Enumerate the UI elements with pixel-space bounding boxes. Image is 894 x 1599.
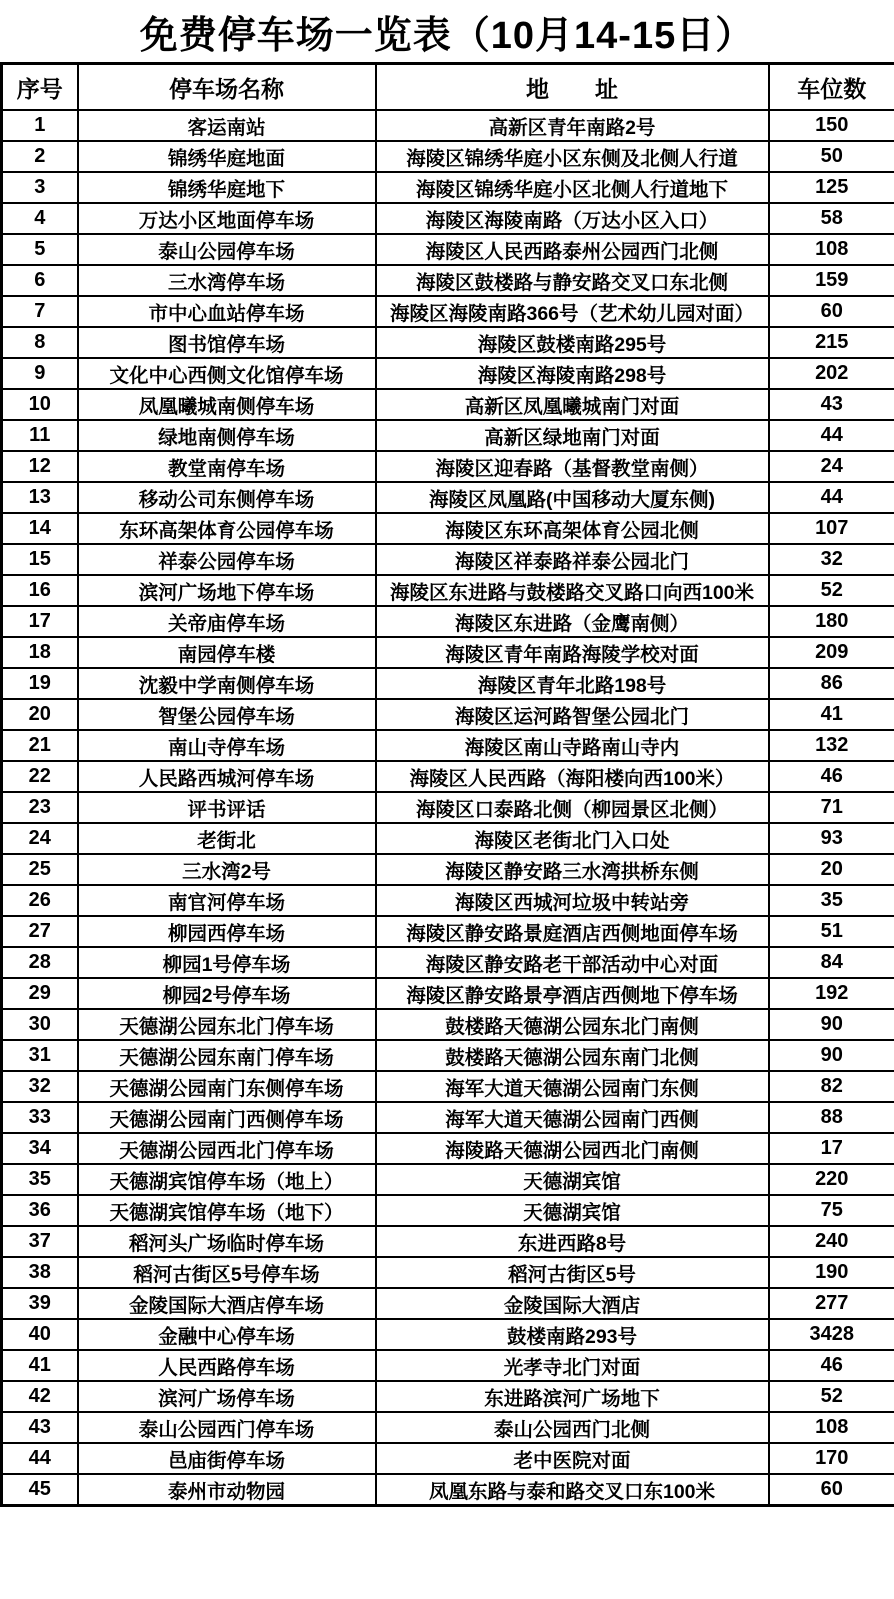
cell-count: 17 <box>769 1133 894 1164</box>
cell-no: 37 <box>2 1226 78 1257</box>
cell-name: 柳园西停车场 <box>78 916 376 947</box>
cell-no: 36 <box>2 1195 78 1226</box>
column-header-count: 车位数 <box>769 64 894 111</box>
cell-no: 24 <box>2 823 78 854</box>
cell-no: 16 <box>2 575 78 606</box>
cell-name: 市中心血站停车场 <box>78 296 376 327</box>
cell-name: 柳园1号停车场 <box>78 947 376 978</box>
cell-no: 13 <box>2 482 78 513</box>
cell-count: 170 <box>769 1443 894 1474</box>
cell-no: 21 <box>2 730 78 761</box>
cell-no: 30 <box>2 1009 78 1040</box>
cell-address: 海陵区青年北路198号 <box>376 668 769 699</box>
cell-count: 277 <box>769 1288 894 1319</box>
cell-address: 泰山公园西门北侧 <box>376 1412 769 1443</box>
cell-address: 海陵路天德湖公园西北门南侧 <box>376 1133 769 1164</box>
parking-table <box>0 62 894 1507</box>
table-row <box>2 1257 894 1288</box>
cell-count: 82 <box>769 1071 894 1102</box>
cell-count: 202 <box>769 358 894 389</box>
cell-address: 海军大道天德湖公园南门西侧 <box>376 1102 769 1133</box>
cell-name: 锦绣华庭地下 <box>78 172 376 203</box>
cell-name: 三水湾2号 <box>78 854 376 885</box>
cell-name: 稻河古街区5号停车场 <box>78 1257 376 1288</box>
cell-count: 150 <box>769 110 894 141</box>
table-row <box>2 513 894 544</box>
cell-count: 51 <box>769 916 894 947</box>
cell-no: 29 <box>2 978 78 1009</box>
cell-count: 215 <box>769 327 894 358</box>
cell-address: 海陵区海陵南路298号 <box>376 358 769 389</box>
cell-no: 22 <box>2 761 78 792</box>
cell-count: 58 <box>769 203 894 234</box>
cell-count: 75 <box>769 1195 894 1226</box>
cell-address: 海陵区南山寺路南山寺内 <box>376 730 769 761</box>
table-row <box>2 1474 894 1506</box>
table-row <box>2 1071 894 1102</box>
cell-name: 绿地南侧停车场 <box>78 420 376 451</box>
cell-name: 滨河广场地下停车场 <box>78 575 376 606</box>
cell-no: 20 <box>2 699 78 730</box>
cell-address: 高新区青年南路2号 <box>376 110 769 141</box>
cell-name: 天德湖宾馆停车场（地下） <box>78 1195 376 1226</box>
column-header-address: 地 址 <box>376 64 769 111</box>
table-row <box>2 823 894 854</box>
cell-count: 180 <box>769 606 894 637</box>
table-row <box>2 575 894 606</box>
table-row <box>2 141 894 172</box>
cell-address: 海陵区静安路老干部活动中心对面 <box>376 947 769 978</box>
table-row <box>2 761 894 792</box>
cell-name: 金陵国际大酒店停车场 <box>78 1288 376 1319</box>
cell-address: 稻河古街区5号 <box>376 1257 769 1288</box>
table-header <box>2 64 894 111</box>
table-row <box>2 203 894 234</box>
cell-address: 鼓楼路天德湖公园东北门南侧 <box>376 1009 769 1040</box>
table-row <box>2 358 894 389</box>
table-row <box>2 1133 894 1164</box>
table-row <box>2 699 894 730</box>
cell-address: 海陵区西城河垃圾中转站旁 <box>376 885 769 916</box>
cell-name: 天德湖宾馆停车场（地上） <box>78 1164 376 1195</box>
cell-address: 海陵区人民西路泰州公园西门北侧 <box>376 234 769 265</box>
cell-count: 107 <box>769 513 894 544</box>
cell-name: 教堂南停车场 <box>78 451 376 482</box>
cell-no: 44 <box>2 1443 78 1474</box>
cell-address: 海军大道天德湖公园南门东侧 <box>376 1071 769 1102</box>
cell-address: 海陵区鼓楼南路295号 <box>376 327 769 358</box>
cell-address: 海陵区静安路景庭酒店西侧地面停车场 <box>376 916 769 947</box>
cell-no: 11 <box>2 420 78 451</box>
cell-no: 28 <box>2 947 78 978</box>
cell-name: 万达小区地面停车场 <box>78 203 376 234</box>
cell-count: 46 <box>769 1350 894 1381</box>
cell-count: 90 <box>769 1040 894 1071</box>
cell-name: 沈毅中学南侧停车场 <box>78 668 376 699</box>
cell-name: 泰山公园西门停车场 <box>78 1412 376 1443</box>
cell-address: 海陵区东进路与鼓楼路交叉路口向西100米 <box>376 575 769 606</box>
table-row <box>2 265 894 296</box>
cell-name: 天德湖公园东北门停车场 <box>78 1009 376 1040</box>
cell-address: 天德湖宾馆 <box>376 1164 769 1195</box>
cell-name: 天德湖公园南门东侧停车场 <box>78 1071 376 1102</box>
table-row <box>2 172 894 203</box>
cell-count: 43 <box>769 389 894 420</box>
table-row <box>2 234 894 265</box>
cell-no: 8 <box>2 327 78 358</box>
cell-no: 40 <box>2 1319 78 1350</box>
cell-count: 125 <box>769 172 894 203</box>
cell-count: 52 <box>769 575 894 606</box>
cell-count: 108 <box>769 234 894 265</box>
cell-count: 44 <box>769 420 894 451</box>
cell-address: 老中医院对面 <box>376 1443 769 1474</box>
table-row <box>2 544 894 575</box>
cell-no: 35 <box>2 1164 78 1195</box>
cell-address: 海陵区东进路（金鹰南侧） <box>376 606 769 637</box>
cell-address: 鼓楼南路293号 <box>376 1319 769 1350</box>
cell-name: 稻河头广场临时停车场 <box>78 1226 376 1257</box>
table-row <box>2 947 894 978</box>
cell-no: 19 <box>2 668 78 699</box>
cell-name: 泰山公园停车场 <box>78 234 376 265</box>
cell-no: 34 <box>2 1133 78 1164</box>
cell-name: 老街北 <box>78 823 376 854</box>
table-row <box>2 420 894 451</box>
table-row <box>2 854 894 885</box>
cell-no: 14 <box>2 513 78 544</box>
cell-no: 5 <box>2 234 78 265</box>
cell-no: 2 <box>2 141 78 172</box>
cell-address: 海陵区人民西路（海阳楼向西100米） <box>376 761 769 792</box>
table-row <box>2 1381 894 1412</box>
cell-name: 祥泰公园停车场 <box>78 544 376 575</box>
cell-address: 光孝寺北门对面 <box>376 1350 769 1381</box>
cell-count: 24 <box>769 451 894 482</box>
cell-no: 32 <box>2 1071 78 1102</box>
cell-name: 金融中心停车场 <box>78 1319 376 1350</box>
cell-no: 23 <box>2 792 78 823</box>
table-row <box>2 451 894 482</box>
cell-name: 评书评话 <box>78 792 376 823</box>
table-row <box>2 296 894 327</box>
cell-name: 客运南站 <box>78 110 376 141</box>
cell-no: 17 <box>2 606 78 637</box>
cell-count: 88 <box>769 1102 894 1133</box>
cell-name: 移动公司东侧停车场 <box>78 482 376 513</box>
table-row <box>2 978 894 1009</box>
cell-no: 4 <box>2 203 78 234</box>
cell-no: 25 <box>2 854 78 885</box>
cell-address: 凤凰东路与泰和路交叉口东100米 <box>376 1474 769 1506</box>
cell-name: 邑庙街停车场 <box>78 1443 376 1474</box>
cell-name: 柳园2号停车场 <box>78 978 376 1009</box>
cell-count: 132 <box>769 730 894 761</box>
cell-no: 31 <box>2 1040 78 1071</box>
cell-no: 38 <box>2 1257 78 1288</box>
cell-name: 人民西路停车场 <box>78 1350 376 1381</box>
table-row <box>2 1040 894 1071</box>
cell-address: 海陵区鼓楼路与静安路交叉口东北侧 <box>376 265 769 296</box>
column-header-name: 停车场名称 <box>78 64 376 111</box>
cell-count: 190 <box>769 1257 894 1288</box>
cell-no: 43 <box>2 1412 78 1443</box>
cell-count: 86 <box>769 668 894 699</box>
cell-count: 60 <box>769 296 894 327</box>
table-row <box>2 1412 894 1443</box>
cell-no: 6 <box>2 265 78 296</box>
cell-address: 天德湖宾馆 <box>376 1195 769 1226</box>
cell-name: 文化中心西侧文化馆停车场 <box>78 358 376 389</box>
table-row <box>2 1443 894 1474</box>
cell-address: 东进西路8号 <box>376 1226 769 1257</box>
cell-name: 凤凰曦城南侧停车场 <box>78 389 376 420</box>
cell-no: 12 <box>2 451 78 482</box>
table-row <box>2 327 894 358</box>
cell-name: 人民路西城河停车场 <box>78 761 376 792</box>
cell-count: 44 <box>769 482 894 513</box>
cell-count: 90 <box>769 1009 894 1040</box>
cell-name: 天德湖公园南门西侧停车场 <box>78 1102 376 1133</box>
cell-no: 9 <box>2 358 78 389</box>
cell-count: 32 <box>769 544 894 575</box>
cell-name: 南山寺停车场 <box>78 730 376 761</box>
header-row <box>2 64 894 111</box>
table-row <box>2 1102 894 1133</box>
cell-count: 209 <box>769 637 894 668</box>
cell-address: 海陵区锦绣华庭小区北侧人行道地下 <box>376 172 769 203</box>
cell-count: 41 <box>769 699 894 730</box>
table-row <box>2 1226 894 1257</box>
cell-address: 高新区绿地南门对面 <box>376 420 769 451</box>
cell-no: 3 <box>2 172 78 203</box>
column-header-no: 序号 <box>2 64 78 111</box>
cell-address: 海陵区海陵南路366号（艺术幼儿园对面） <box>376 296 769 327</box>
table-row <box>2 730 894 761</box>
cell-name: 天德湖公园东南门停车场 <box>78 1040 376 1071</box>
cell-name: 泰州市动物园 <box>78 1474 376 1506</box>
cell-name: 锦绣华庭地面 <box>78 141 376 172</box>
cell-address: 金陵国际大酒店 <box>376 1288 769 1319</box>
cell-no: 33 <box>2 1102 78 1133</box>
cell-no: 7 <box>2 296 78 327</box>
table-row <box>2 1319 894 1350</box>
cell-address: 海陵区老街北门入口处 <box>376 823 769 854</box>
cell-address: 鼓楼路天德湖公园东南门北侧 <box>376 1040 769 1071</box>
cell-no: 41 <box>2 1350 78 1381</box>
table-row <box>2 110 894 141</box>
cell-count: 84 <box>769 947 894 978</box>
cell-address: 海陵区静安路三水湾拱桥东侧 <box>376 854 769 885</box>
cell-no: 26 <box>2 885 78 916</box>
cell-address: 海陵区祥泰路祥泰公园北门 <box>376 544 769 575</box>
cell-count: 108 <box>769 1412 894 1443</box>
table-row <box>2 1195 894 1226</box>
cell-count: 240 <box>769 1226 894 1257</box>
cell-name: 三水湾停车场 <box>78 265 376 296</box>
cell-count: 159 <box>769 265 894 296</box>
cell-address: 海陵区海陵南路（万达小区入口） <box>376 203 769 234</box>
cell-count: 71 <box>769 792 894 823</box>
cell-count: 220 <box>769 1164 894 1195</box>
cell-no: 10 <box>2 389 78 420</box>
cell-no: 15 <box>2 544 78 575</box>
cell-address: 海陵区东环高架体育公园北侧 <box>376 513 769 544</box>
table-row <box>2 1009 894 1040</box>
cell-address: 海陵区凤凰路(中国移动大厦东侧) <box>376 482 769 513</box>
cell-no: 45 <box>2 1474 78 1506</box>
table-row <box>2 1288 894 1319</box>
cell-count: 52 <box>769 1381 894 1412</box>
cell-count: 50 <box>769 141 894 172</box>
cell-name: 天德湖公园西北门停车场 <box>78 1133 376 1164</box>
table-row <box>2 916 894 947</box>
table-body <box>2 110 894 1506</box>
cell-count: 93 <box>769 823 894 854</box>
page-title: 免费停车场一览表（10月14-15日） <box>139 14 755 57</box>
cell-name: 南园停车楼 <box>78 637 376 668</box>
cell-address: 海陵区迎春路（基督教堂南侧） <box>376 451 769 482</box>
table-row <box>2 606 894 637</box>
cell-address: 海陵区青年南路海陵学校对面 <box>376 637 769 668</box>
cell-count: 46 <box>769 761 894 792</box>
table-row <box>2 885 894 916</box>
cell-count: 20 <box>769 854 894 885</box>
cell-name: 智堡公园停车场 <box>78 699 376 730</box>
cell-no: 39 <box>2 1288 78 1319</box>
cell-no: 42 <box>2 1381 78 1412</box>
table-row <box>2 1350 894 1381</box>
cell-count: 192 <box>769 978 894 1009</box>
cell-count: 3428 <box>769 1319 894 1350</box>
cell-no: 1 <box>2 110 78 141</box>
cell-address: 海陵区锦绣华庭小区东侧及北侧人行道 <box>376 141 769 172</box>
table-row <box>2 389 894 420</box>
cell-name: 南官河停车场 <box>78 885 376 916</box>
cell-count: 35 <box>769 885 894 916</box>
cell-name: 图书馆停车场 <box>78 327 376 358</box>
cell-count: 60 <box>769 1474 894 1506</box>
table-row <box>2 1164 894 1195</box>
cell-no: 27 <box>2 916 78 947</box>
cell-no: 18 <box>2 637 78 668</box>
table-row <box>2 792 894 823</box>
cell-name: 滨河广场停车场 <box>78 1381 376 1412</box>
cell-name: 关帝庙停车场 <box>78 606 376 637</box>
table-row <box>2 482 894 513</box>
cell-address: 东进路滨河广场地下 <box>376 1381 769 1412</box>
table-row <box>2 668 894 699</box>
table-row <box>2 637 894 668</box>
cell-name: 东环高架体育公园停车场 <box>78 513 376 544</box>
cell-address: 高新区凤凰曦城南门对面 <box>376 389 769 420</box>
cell-address: 海陵区运河路智堡公园北门 <box>376 699 769 730</box>
cell-address: 海陵区口泰路北侧（柳园景区北侧） <box>376 792 769 823</box>
cell-address: 海陵区静安路景亭酒店西侧地下停车场 <box>376 978 769 1009</box>
